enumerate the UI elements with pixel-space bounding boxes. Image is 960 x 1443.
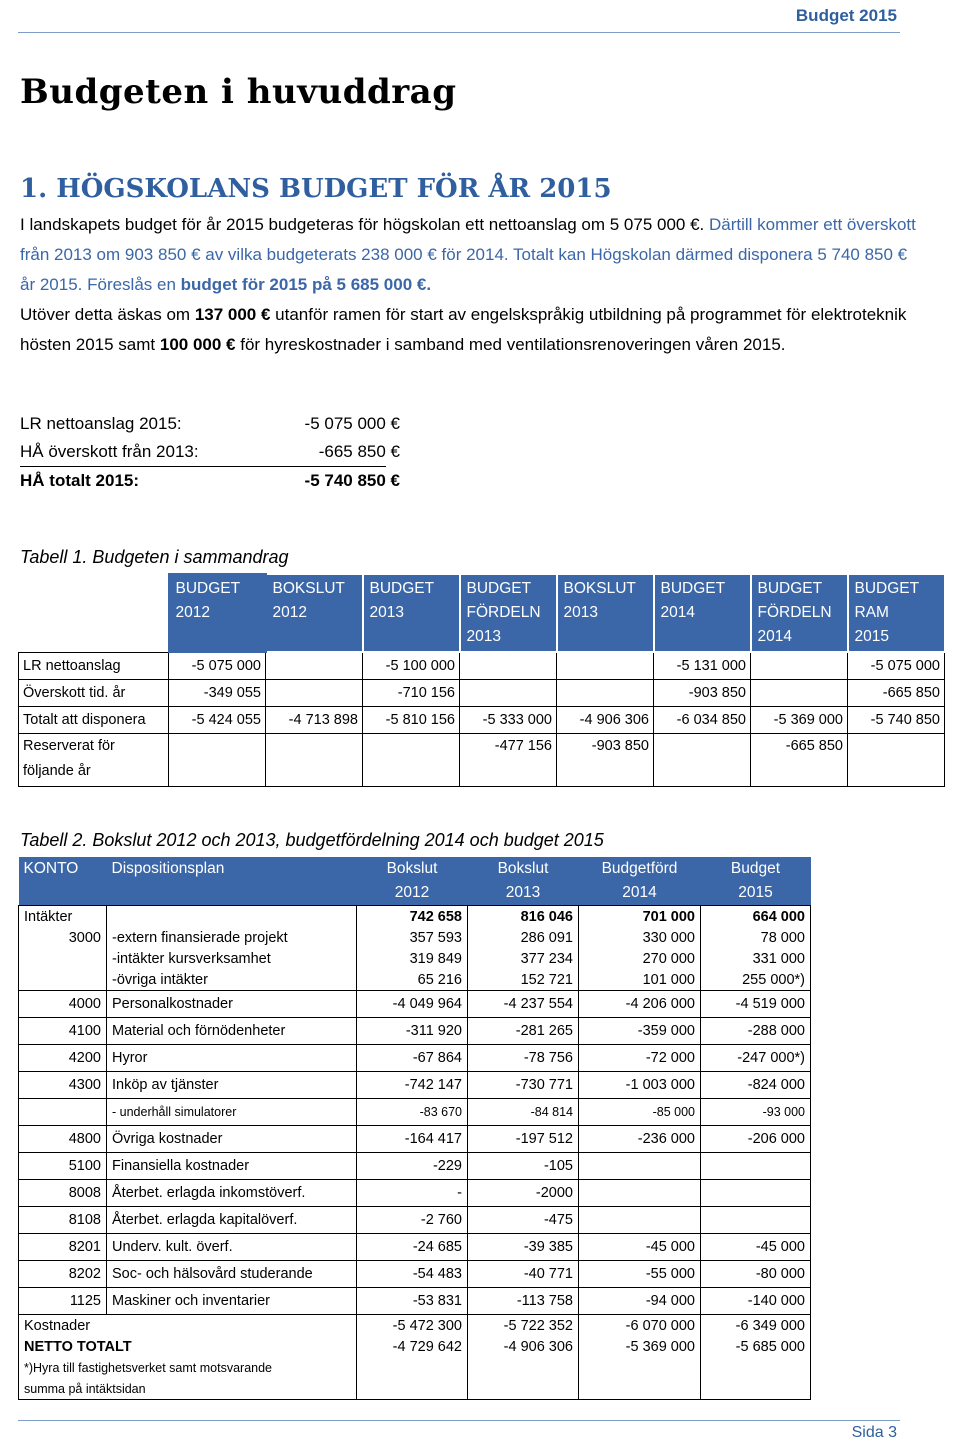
- table1-header-cell: [363, 574, 460, 652]
- table1-row-label: [19, 680, 169, 707]
- table2-value-cell: -4 519 000: [701, 991, 811, 1018]
- table2-row: [19, 1045, 811, 1072]
- table2-value-cell: -4 237 554: [468, 991, 579, 1018]
- table2-name-cell: -intäkter kursverksamhet: [107, 948, 357, 969]
- table1-cell: -349 055: [169, 680, 266, 707]
- table2-name-cell: - underhåll simulatorer: [107, 1099, 357, 1126]
- table2-value-cell: -5 369 000: [579, 1336, 701, 1357]
- summary-value: -5 740 850 €: [304, 471, 400, 490]
- table1-header-line: 2015: [854, 628, 889, 645]
- summary-label: HÅ totalt 2015:: [20, 471, 140, 490]
- table1-cell: [460, 652, 557, 680]
- table2-value-cell: [579, 1207, 701, 1234]
- table1-header-cell: [169, 574, 266, 652]
- table1-cell: -665 850: [751, 734, 848, 787]
- table2-konto-cell: [19, 969, 107, 991]
- table2-value-cell: -311 920: [357, 1018, 468, 1045]
- table1-row-label-text: följande år: [23, 763, 91, 779]
- table2-name-cell: Material och förnödenheter: [107, 1018, 357, 1045]
- table1-header-line: 2014: [757, 628, 792, 645]
- table2-value-cell: -281 265: [468, 1018, 579, 1045]
- table2-value-cell: 319 849: [357, 948, 468, 969]
- table2-konto-cell: 8108: [19, 1207, 107, 1234]
- table2-row: [19, 1288, 811, 1315]
- table2-konto-cell: 1125: [19, 1288, 107, 1315]
- table2-value-cell: -2000: [468, 1180, 579, 1207]
- table1-cell: [266, 652, 363, 680]
- table1-header-line: 2013: [369, 604, 404, 621]
- table1-header-line: [176, 625, 259, 649]
- table2-value-cell: -5 472 300: [357, 1315, 468, 1337]
- table2-value-cell: -236 000: [579, 1126, 701, 1153]
- header-rule: [18, 32, 900, 33]
- table2-header-cell: [19, 881, 107, 906]
- table2-value-cell: -: [357, 1180, 468, 1207]
- table1-cell: [557, 680, 654, 707]
- table2-value-cell: 270 000: [579, 948, 701, 969]
- table1-row-label-text: LR nettoanslag: [23, 657, 121, 674]
- table2-row-kostnader: [19, 1315, 811, 1337]
- table2-empty-cell: [701, 1378, 811, 1400]
- table2-value-cell: -39 385: [468, 1234, 579, 1261]
- table1-cell: [751, 652, 848, 680]
- table2-konto-cell: Intäkter: [19, 906, 107, 928]
- table1-cell: -5 131 000: [654, 652, 751, 680]
- table2-header-cell: Dispositionsplan: [107, 857, 357, 881]
- table2-header-cell: Budgetförd: [579, 857, 701, 881]
- table1-header-line: BOKSLUT: [563, 580, 636, 597]
- table2-name-cell: Återbet. erlagda kapitalöverf.: [107, 1207, 357, 1234]
- table1-header-cell: [557, 574, 654, 652]
- table2-konto-cell: [19, 948, 107, 969]
- table1-budget-summary: [18, 573, 946, 787]
- table2-konto-cell: 5100: [19, 1153, 107, 1180]
- table2-konto-cell: 4100: [19, 1018, 107, 1045]
- table2-konto-cell: 8202: [19, 1261, 107, 1288]
- table1-header-cell: [266, 574, 363, 652]
- table1-header-line: BUDGET: [175, 580, 241, 597]
- intro-text: [20, 210, 920, 360]
- table1-cell: -710 156: [363, 680, 460, 707]
- table2-value-cell: 65 216: [357, 969, 468, 991]
- table2-konto-cell: 4200: [19, 1045, 107, 1072]
- table2-value-cell: -4 049 964: [357, 991, 468, 1018]
- table1-cell: -665 850: [848, 680, 945, 707]
- table1-header-line: BUDGET: [757, 580, 823, 597]
- section-title: 1. HÖGSKOLANS BUDGET FÖR ÅR 2015: [20, 174, 612, 204]
- table2-value-cell: -2 760: [357, 1207, 468, 1234]
- table2-header-cell: 2014: [579, 881, 701, 906]
- table1-row-label: [19, 734, 169, 787]
- table2-label-cell: NETTO TOTALT: [19, 1336, 357, 1357]
- table2-empty-cell: [357, 1357, 468, 1378]
- table1-header-line: FÖRDELN: [466, 604, 541, 621]
- table1-header-line: 2013: [563, 604, 598, 621]
- table2-name-cell: [107, 906, 357, 928]
- table2-value-cell: -78 756: [468, 1045, 579, 1072]
- table1-cell: -5 100 000: [363, 652, 460, 680]
- table2-empty-cell: [357, 1378, 468, 1400]
- table2-row-intakt-line: [19, 927, 811, 948]
- page-title: Budgeten i huvuddrag: [20, 72, 457, 112]
- table1-row: [19, 680, 945, 707]
- table1-cell: -5 369 000: [751, 707, 848, 734]
- table1-header-line: 2014: [660, 604, 695, 621]
- table2-value-cell: -80 000: [701, 1261, 811, 1288]
- table2-footnote: summa på intäktsidan: [19, 1378, 357, 1400]
- table2-header-cell: Bokslut: [357, 857, 468, 881]
- table2-name-cell: Återbet. erlagda inkomstöverf.: [107, 1180, 357, 1207]
- table2-label-cell: Kostnader: [19, 1315, 357, 1337]
- table2-row-footnote: [19, 1357, 811, 1378]
- table1-cell: -903 850: [557, 734, 654, 787]
- summary-value: -5 075 000 €: [304, 414, 400, 433]
- intro-p1-bold: budget för 2015 på 5 685 000 €.: [180, 275, 432, 294]
- table2-value-cell: 330 000: [579, 927, 701, 948]
- summary-row: [20, 438, 400, 467]
- table1-cell: -5 424 055: [169, 707, 266, 734]
- table2-row: [19, 1072, 811, 1099]
- table1-cell: -903 850: [654, 680, 751, 707]
- table2-row-intakter: [19, 906, 811, 928]
- table1-header-line: 2012: [272, 604, 307, 621]
- table2-header-cell: 2013: [468, 881, 579, 906]
- table2-value-cell: 286 091: [468, 927, 579, 948]
- intro-p2-b1: 137 000 €: [194, 305, 271, 324]
- table2-value-cell: -55 000: [579, 1261, 701, 1288]
- table2-konto-cell: [19, 1099, 107, 1126]
- table2-value-cell: -197 512: [468, 1126, 579, 1153]
- table2-header-cell: 2015: [701, 881, 811, 906]
- table1-header-line: BOKSLUT: [272, 580, 345, 597]
- table1-corner-cell: [19, 574, 169, 652]
- table2-konto-cell: 8201: [19, 1234, 107, 1261]
- table2-empty-cell: [468, 1378, 579, 1400]
- table1-row: [19, 734, 945, 787]
- table2-value-cell: -54 483: [357, 1261, 468, 1288]
- table2-value-cell: -359 000: [579, 1018, 701, 1045]
- table2-value-cell: 101 000: [579, 969, 701, 991]
- summary-block: [20, 410, 400, 495]
- table1-cell: -477 156: [460, 734, 557, 787]
- table1-cell: [460, 680, 557, 707]
- table2-name-cell: Hyror: [107, 1045, 357, 1072]
- table2-empty-cell: [468, 1357, 579, 1378]
- table2-value-cell: -247 000*): [701, 1045, 811, 1072]
- table1-row-label-text: Totalt att disponera: [23, 712, 146, 728]
- table1-header-line: BUDGET: [854, 580, 920, 597]
- table2-value-cell: -229: [357, 1153, 468, 1180]
- table2-name-cell: Inköp av tjänster: [107, 1072, 357, 1099]
- table1-header-line: BUDGET: [466, 580, 532, 597]
- table2-value-cell: -742 147: [357, 1072, 468, 1099]
- table2-value-cell: -206 000: [701, 1126, 811, 1153]
- table2-row: [19, 1126, 811, 1153]
- table2-name-cell: -extern finansierade projekt: [107, 927, 357, 948]
- table1-row: [19, 707, 945, 734]
- table2-value-cell: [701, 1207, 811, 1234]
- table2-value-cell: -4 729 642: [357, 1336, 468, 1357]
- table2-value-cell: 742 658: [357, 906, 468, 928]
- table1-header-line: [661, 625, 744, 649]
- table2-footnote: *)Hyra till fastighetsverket samt motsvarande: [19, 1357, 357, 1378]
- table1-header-cell: [848, 574, 945, 652]
- intro-p1-b: Därtill kommer ett överskott från 2013 om 903 850 € av vilka budgeterats 238 000 € för 2014. Totalt kan Högskolan därmed disponera 5 740 850 € år 2015. Föreslås en: [20, 215, 916, 294]
- table2-value-cell: 78 000: [701, 927, 811, 948]
- table2-value-cell: -475: [468, 1207, 579, 1234]
- table2-value-cell: [701, 1180, 811, 1207]
- table2-caption: Tabell 2. Bokslut 2012 och 2013, budgetfördelning 2014 och budget 2015: [20, 830, 604, 850]
- intro-p2-c: utanför ramen för start av engelskspråkig utbildning på programmet för elektroteknik hösten 2015 samt: [20, 305, 907, 354]
- table2-name-cell: Finansiella kostnader: [107, 1153, 357, 1180]
- summary-row: [20, 410, 400, 438]
- intro-p2-b2: 100 000 €: [159, 335, 236, 354]
- table2-row: [19, 1180, 811, 1207]
- table2-value-cell: -45 000: [701, 1234, 811, 1261]
- table2-konto-cell: 8008: [19, 1180, 107, 1207]
- table2-value-cell: -113 758: [468, 1288, 579, 1315]
- running-header: Budget 2015: [795, 6, 897, 25]
- table2-value-cell: -24 685: [357, 1234, 468, 1261]
- table2-row: [19, 1207, 811, 1234]
- table2-header-cell: 2012: [357, 881, 468, 906]
- table2-value-cell: -6 349 000: [701, 1315, 811, 1337]
- table1-cell: [169, 734, 266, 787]
- table2-value-cell: -83 670: [357, 1099, 468, 1126]
- table1-header-line: 2013: [466, 628, 501, 645]
- table2-row: [19, 1153, 811, 1180]
- table2-header-cell: Budget: [701, 857, 811, 881]
- table2-value-cell: 664 000: [701, 906, 811, 928]
- table2-value-cell: 152 721: [468, 969, 579, 991]
- table1-row-label: [19, 707, 169, 734]
- table2-row: [19, 991, 811, 1018]
- table2-header-row: [19, 881, 811, 906]
- table2-value-cell: -53 831: [357, 1288, 468, 1315]
- table1-header-cell: [751, 574, 848, 652]
- table2-name-cell: Övriga kostnader: [107, 1126, 357, 1153]
- intro-p2-d: för hyreskostnader i samband med ventilationsrenoveringen våren 2015.: [235, 335, 786, 354]
- table2-value-cell: -84 814: [468, 1099, 579, 1126]
- table1-header-line: FÖRDELN: [757, 604, 832, 621]
- table1-header-line: [564, 625, 647, 649]
- summary-value: -665 850 €: [318, 442, 400, 461]
- table1-header-line: BUDGET: [369, 580, 435, 597]
- table2-value-cell: -105: [468, 1153, 579, 1180]
- table1-cell: [266, 734, 363, 787]
- table1-header-row: [19, 574, 945, 652]
- table2-value-cell: -5 685 000: [701, 1336, 811, 1357]
- table1-cell: [363, 734, 460, 787]
- table2-value-cell: 701 000: [579, 906, 701, 928]
- table1-cell: -5 810 156: [363, 707, 460, 734]
- table1-cell: -5 333 000: [460, 707, 557, 734]
- table2-row-intakt-line: [19, 969, 811, 991]
- table2-value-cell: 377 234: [468, 948, 579, 969]
- table2-value-cell: -164 417: [357, 1126, 468, 1153]
- table1-row-label: [19, 652, 169, 680]
- table1-cell: [751, 680, 848, 707]
- table1-caption: Tabell 1. Budgeten i sammandrag: [20, 547, 289, 567]
- table1-row-label-text: Överskott tid. år: [23, 685, 126, 701]
- table1-cell: [557, 652, 654, 680]
- table2-value-cell: -67 864: [357, 1045, 468, 1072]
- table1-cell: -5 075 000: [169, 652, 266, 680]
- table2-value-cell: 816 046: [468, 906, 579, 928]
- table2-value-cell: -72 000: [579, 1045, 701, 1072]
- table1-cell: [654, 734, 751, 787]
- summary-row: [20, 467, 400, 495]
- table2-name-cell: Underv. kult. överf.: [107, 1234, 357, 1261]
- summary-label: LR nettoanslag 2015:: [20, 414, 182, 433]
- table2-row-intakt-line: [19, 948, 811, 969]
- table2-header-cell: [107, 881, 357, 906]
- table2-row-footnote: [19, 1378, 811, 1400]
- table1-cell: [848, 734, 945, 787]
- summary-label: HÅ överskott från 2013:: [20, 442, 199, 461]
- table1-row-label-text: Reserverat för: [23, 738, 115, 754]
- page-number: Sida 3: [851, 1424, 897, 1441]
- table2-value-cell: -6 070 000: [579, 1315, 701, 1337]
- table1-header-cell: [654, 574, 751, 652]
- table2-konto-cell: 3000: [19, 927, 107, 948]
- table2-row-netto: [19, 1336, 811, 1357]
- table2-row: [19, 1234, 811, 1261]
- table1-header-line: BUDGET: [660, 580, 726, 597]
- table2-name-cell: -övriga intäkter: [107, 969, 357, 991]
- table2-empty-cell: [701, 1357, 811, 1378]
- table2-value-cell: -140 000: [701, 1288, 811, 1315]
- table1-cell: -4 713 898: [266, 707, 363, 734]
- table2-empty-cell: [579, 1378, 701, 1400]
- table2-value-cell: [579, 1180, 701, 1207]
- table1-row: [19, 652, 945, 680]
- table2-empty-cell: [579, 1357, 701, 1378]
- table2-value-cell: -730 771: [468, 1072, 579, 1099]
- table2-header-cell: KONTO: [19, 857, 107, 881]
- table1-cell: [266, 680, 363, 707]
- table1-header-line: [273, 625, 356, 649]
- table1-cell: -5 740 850: [848, 707, 945, 734]
- table2-konto-cell: 4800: [19, 1126, 107, 1153]
- table2-header-row: [19, 857, 811, 881]
- table2-row: [19, 1018, 811, 1045]
- table2-value-cell: -85 000: [579, 1099, 701, 1126]
- table2-konto-cell: 4000: [19, 991, 107, 1018]
- table2-value-cell: -4 906 306: [468, 1336, 579, 1357]
- table2-name-cell: Maskiner och inventarier: [107, 1288, 357, 1315]
- table2-value-cell: 255 000*): [701, 969, 811, 991]
- table2-value-cell: -94 000: [579, 1288, 701, 1315]
- table2-value-cell: -288 000: [701, 1018, 811, 1045]
- intro-p1-a: I landskapets budget för år 2015 budgeteras för högskolan ett nettoanslag om 5 075 000 €.: [20, 215, 709, 234]
- table1-header-cell: [460, 574, 557, 652]
- table1-cell: -6 034 850: [654, 707, 751, 734]
- table2-value-cell: -45 000: [579, 1234, 701, 1261]
- table1-header-line: [370, 625, 453, 649]
- table1-header-line: 2012: [175, 604, 210, 621]
- table1-cell: -5 075 000: [848, 652, 945, 680]
- table2-row: [19, 1261, 811, 1288]
- table2-konto-cell: 4300: [19, 1072, 107, 1099]
- table2-name-cell: Soc- och hälsovård studerande: [107, 1261, 357, 1288]
- table2-value-cell: [701, 1153, 811, 1180]
- table2-value-cell: 357 593: [357, 927, 468, 948]
- table1-cell: -4 906 306: [557, 707, 654, 734]
- intro-p2-a: Utöver detta äskas om: [20, 305, 195, 324]
- table1-header-line: RAM: [854, 604, 889, 621]
- intro-paragraph-2: [20, 300, 920, 360]
- table2-value-cell: [579, 1153, 701, 1180]
- table2-value-cell: -1 003 000: [579, 1072, 701, 1099]
- table2-row: [19, 1099, 811, 1126]
- table2-value-cell: -40 771: [468, 1261, 579, 1288]
- footer-rule: [18, 1420, 900, 1421]
- table2-value-cell: -93 000: [701, 1099, 811, 1126]
- table2-name-cell: Personalkostnader: [107, 991, 357, 1018]
- table2-value-cell: -824 000: [701, 1072, 811, 1099]
- table2-budget-detail: [18, 857, 811, 1400]
- table2-header-cell: Bokslut: [468, 857, 579, 881]
- intro-paragraph-1: [20, 210, 920, 300]
- table2-value-cell: 331 000: [701, 948, 811, 969]
- table2-value-cell: -5 722 352: [468, 1315, 579, 1337]
- table2-value-cell: -4 206 000: [579, 991, 701, 1018]
